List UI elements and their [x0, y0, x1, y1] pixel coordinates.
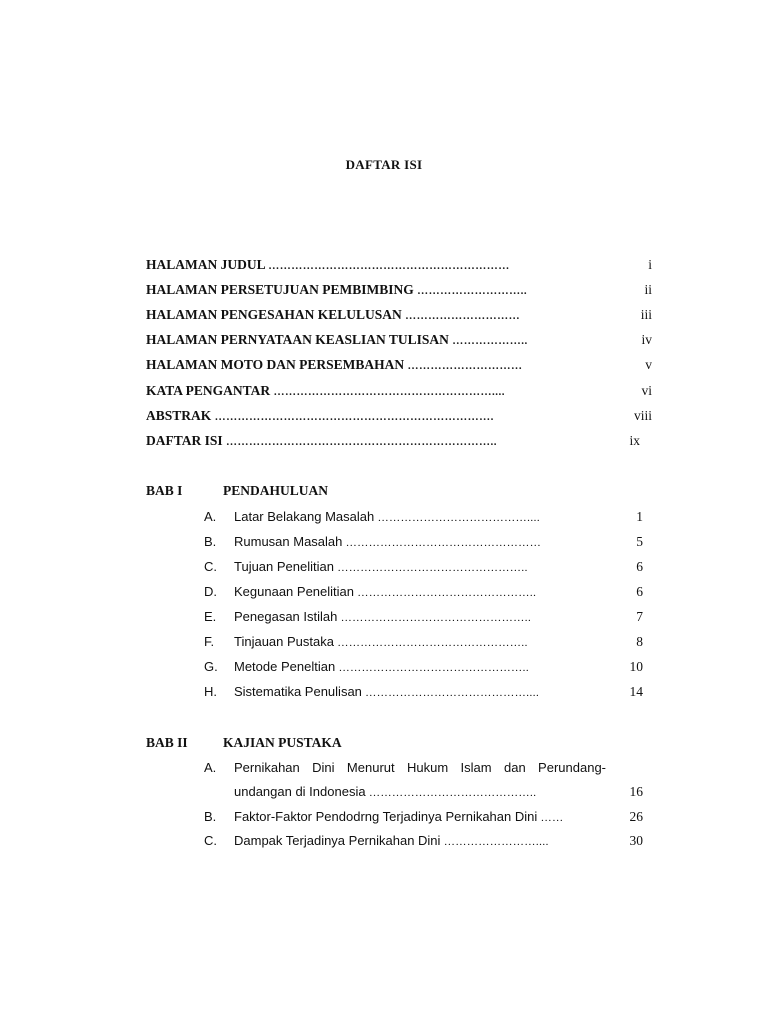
page-number: 7	[636, 609, 643, 624]
toc-entry: DAFTAR ISI …………………………………………………………….. ix	[146, 433, 640, 448]
toc-entry: HALAMAN MOTO DAN PERSEMBAHAN ………………………… v	[146, 357, 652, 372]
toc-entry: HALAMAN JUDUL ……………………………………………………… i	[146, 257, 652, 272]
toc-subentry: A. Pernikahan Dini Menurut Hukum Islam dan Perundang-	[204, 760, 606, 775]
leader-dots: …………………………	[405, 310, 521, 322]
toc-subentry: G. Metode Peneltian ………………………………………….. 10	[204, 659, 643, 674]
item-letter: H.	[204, 684, 217, 699]
item-letter: C.	[204, 559, 217, 574]
leader-dots: ………………..	[452, 335, 528, 347]
chapter-number: BAB I	[146, 483, 183, 498]
chapter-title: KAJIAN PUSTAKA	[223, 735, 342, 750]
toc-subentry: A. Latar Belakang Masalah ………………………………….... 1	[204, 509, 643, 524]
page-number: 1	[636, 509, 643, 524]
leader-dots: …………………………………………………....	[273, 386, 506, 398]
leader-dots: ……	[540, 812, 564, 824]
item-letter: E.	[204, 609, 217, 624]
chapter-heading	[0, 734, 768, 752]
chapter-heading	[0, 482, 768, 500]
item-letter: A.	[204, 760, 217, 775]
leader-dots: ……………………………………………	[345, 537, 542, 549]
toc-subentry: B. Rumusan Masalah …………………………………………… 5	[204, 534, 643, 549]
page-title: DAFTAR ISI	[345, 157, 423, 172]
page-number: ix	[629, 433, 640, 448]
leader-dots: ……………………………………..	[368, 787, 537, 799]
page-number: viii	[633, 408, 652, 423]
item-letter: A.	[204, 509, 217, 524]
toc-entry: ABSTRAK ………………………………………………………………. viii	[146, 408, 652, 423]
toc-subentry: F. Tinjauan Pustaka ………………………………………….. 8	[204, 634, 643, 649]
toc-subentry-continued: undangan di Indonesia …………………………………….. 16	[234, 784, 643, 799]
toc-subentry: E. Penegasan Istilah ………………………………………….. 7	[204, 609, 643, 624]
leader-dots: …………………………………………..	[337, 637, 528, 649]
leader-dots: ………………………………………………………	[268, 260, 510, 272]
leader-dots: …………………………………………..	[337, 562, 528, 574]
page-number: vi	[641, 383, 652, 398]
toc-entry: HALAMAN PERSETUJUAN PEMBIMBING ……………………….. ii	[146, 282, 652, 297]
page-number: 6	[636, 584, 643, 599]
toc-entry: KATA PENGANTAR ………………………………………………….... vi	[146, 383, 652, 398]
item-letter: D.	[204, 584, 217, 599]
page-number: 26	[629, 809, 643, 824]
chapter-title: PENDAHULUAN	[223, 483, 329, 498]
page-number: 5	[636, 534, 643, 549]
page-number: 8	[636, 634, 643, 649]
leader-dots: …………………………………………..	[338, 662, 530, 674]
page-number: 6	[636, 559, 643, 574]
leader-dots: ……………………....	[443, 836, 549, 848]
toc-subentry: B. Faktor-Faktor Pendodrng Terjadinya Pernikahan Dini …… 26	[204, 809, 643, 824]
page-number: iv	[641, 332, 652, 347]
leader-dots: …………………………………....	[377, 512, 541, 524]
leader-dots: …………………………………………..	[340, 612, 532, 624]
leader-dots: ……………………………………………………………….	[214, 411, 494, 423]
page-number: 10	[629, 659, 643, 674]
page-number: 14	[629, 684, 643, 699]
toc-entry: HALAMAN PERNYATAAN KEASLIAN TULISAN ……………….. iv	[146, 332, 652, 347]
toc-subentry: D. Kegunaan Penelitian ……………………………………….. 6	[204, 584, 643, 599]
item-letter: B.	[204, 534, 217, 549]
chapter-number: BAB II	[146, 735, 188, 750]
toc-subentry: H. Sistematika Penulisan …………………………………….... 14	[204, 684, 643, 699]
page-number: v	[645, 357, 652, 372]
leader-dots: ……………………………………………………………..	[226, 436, 498, 448]
leader-dots: ………………………..	[417, 285, 528, 297]
item-letter: C.	[204, 833, 217, 848]
page-number: iii	[640, 307, 652, 322]
toc-entry: HALAMAN PENGESAHAN KELULUSAN ………………………… iii	[146, 307, 652, 322]
toc-subentry: C. Dampak Terjadinya Pernikahan Dini …………………….... 30	[204, 833, 643, 848]
page-number: 16	[629, 784, 643, 799]
leader-dots: ………………………………………..	[357, 587, 537, 599]
page-number: ii	[644, 282, 652, 297]
toc-subentry: C. Tujuan Penelitian ………………………………………….. 6	[204, 559, 643, 574]
item-letter: F.	[204, 634, 215, 649]
leader-dots: …………………………	[407, 360, 523, 372]
item-letter: G.	[204, 659, 218, 674]
page-number: 30	[629, 833, 643, 848]
page-number: i	[648, 257, 652, 272]
leader-dots: ……………………………………....	[365, 687, 540, 699]
item-letter: B.	[204, 809, 217, 824]
